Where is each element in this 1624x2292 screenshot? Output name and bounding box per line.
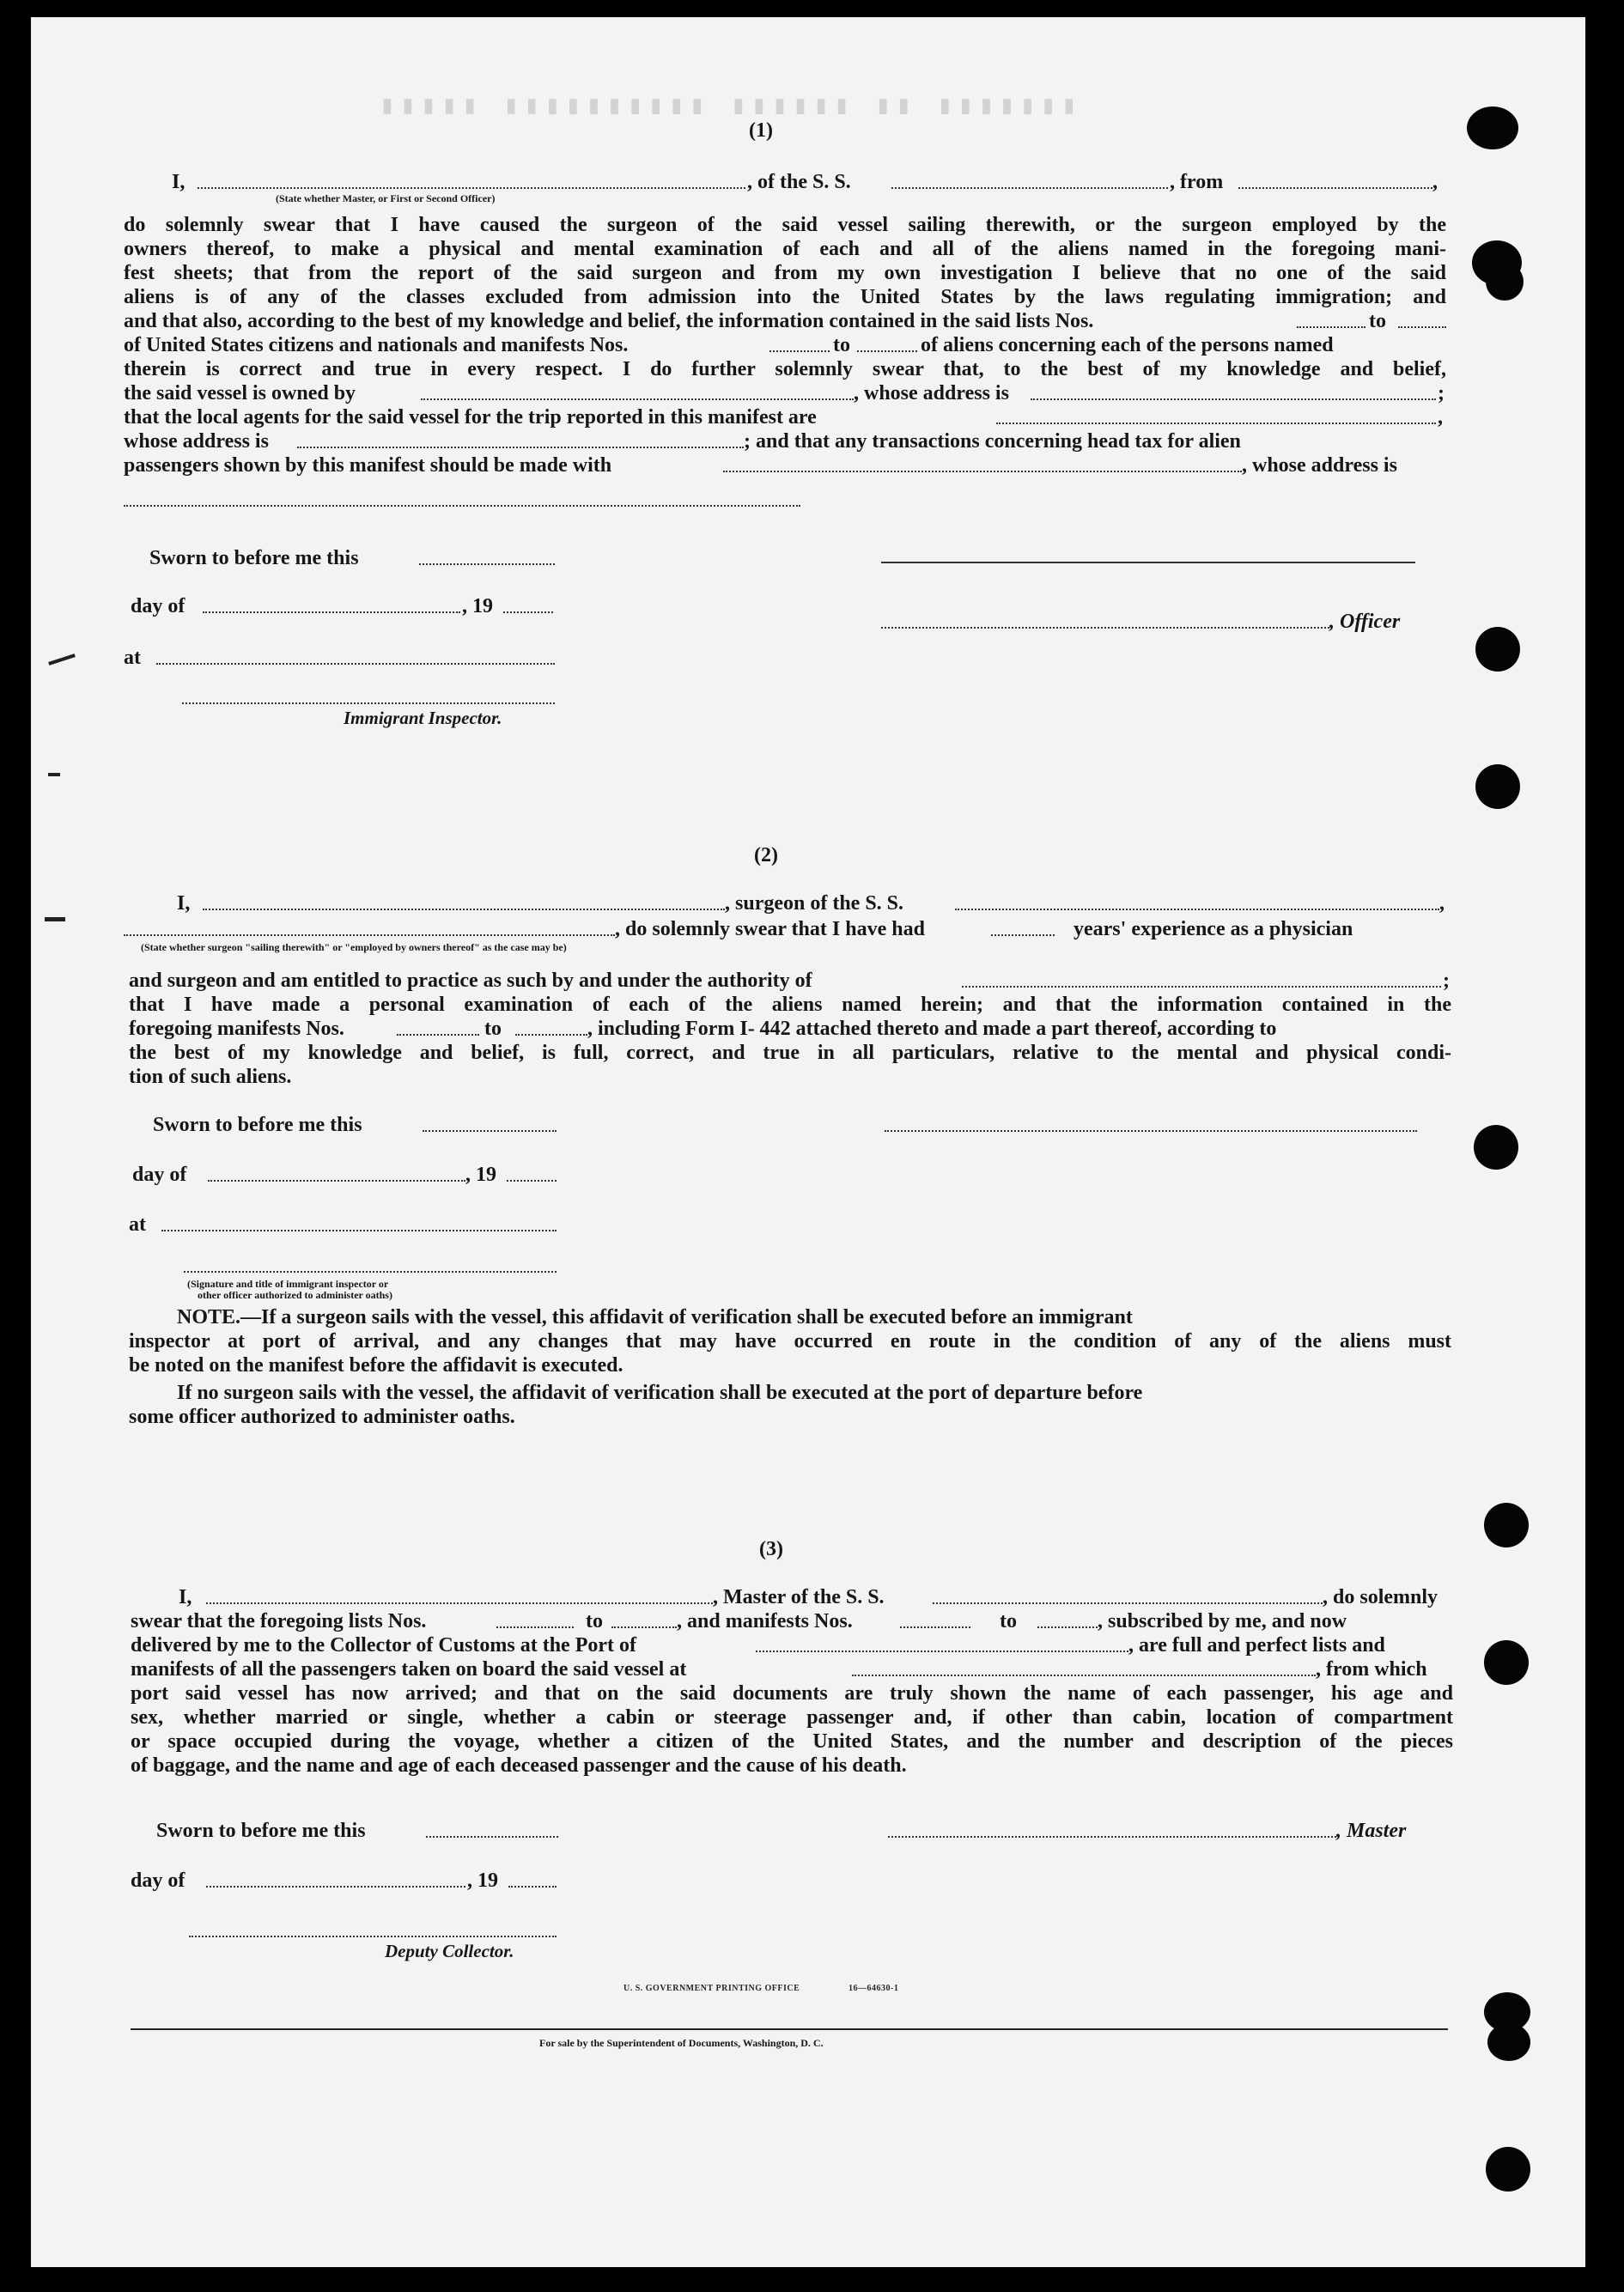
s1-vessel-name-field[interactable]: [891, 187, 1168, 189]
s1-manifests-to-field[interactable]: [857, 350, 917, 352]
s1-paragraph-line-2: owners thereof, to make a physical and mental examination of each and all of the aliens named in the foregoing mani-: [124, 238, 1446, 260]
s1-l5-text: and that also, according to the best of my knowledge and belief, the information contained in the said lists Nos.: [124, 310, 1094, 332]
s3-lists-to: to: [586, 1610, 603, 1632]
s1-day-month-field[interactable]: [203, 611, 460, 613]
s3-year-label: , 19: [467, 1869, 498, 1892]
s3-taken-on-board-label: manifests of all the passengers taken on board the said vessel at: [131, 1658, 687, 1681]
s2-swear-label: , do solemnly swear that I have had: [615, 918, 925, 940]
s2-manifests-to-field[interactable]: [515, 1034, 587, 1036]
s2-l5-tail: , including Form I- 442 attached thereto and made a part thereof, according to: [587, 1018, 1277, 1040]
s1-paragraph-line-1: do solemnly swear that I have caused the surgeon of the said vessel sailing therewith, or the surgeon employed by the: [124, 214, 1446, 236]
s1-at-label: at: [124, 647, 141, 669]
s3-subscribed-label: , subscribed by me, and now: [1098, 1610, 1347, 1632]
s2-years-field[interactable]: [991, 934, 1055, 936]
note-paragraph-line-1: [177, 1305, 1133, 1329]
s2-year-label: , 19: [465, 1164, 496, 1186]
s3-full-perfect-label: , are full and perfect lists and: [1128, 1634, 1385, 1657]
punch-hole: [1467, 106, 1518, 149]
s1-agents-field[interactable]: [996, 423, 1436, 424]
s1-l6-tail: of aliens concerning each of the persons named: [921, 334, 1334, 356]
s3-day-of-label: day of: [131, 1869, 186, 1892]
note-paragraph-line-3: be noted on the manifest before the affidavit is executed.: [129, 1354, 623, 1377]
s1-at-place-field[interactable]: [156, 663, 555, 665]
s3-do-solemnly-label: , do solemnly: [1323, 1586, 1438, 1608]
s1-l8-semicolon: ;: [1438, 382, 1445, 404]
s3-sworn-label: Sworn to before me this: [156, 1820, 366, 1842]
s1-head-tax-address-label: , whose address is: [1242, 454, 1397, 477]
margin-mark: [45, 917, 65, 921]
s3-boarding-port-field[interactable]: [852, 1675, 1316, 1676]
s1-sworn-label: Sworn to before me this: [149, 547, 359, 569]
s1-of-ss-label: , of the S. S.: [747, 171, 851, 193]
s2-line-4: that I have made a personal examination of each of the aliens named herein; and that the information contained in the: [129, 994, 1451, 1016]
s2-line-7: tion of such aliens.: [129, 1066, 292, 1088]
note-paragraph-line-4: If no surgeon sails with the vessel, the affidavit of verification shall be executed at the port of departure before: [177, 1382, 1143, 1404]
punch-hole: [1475, 627, 1520, 672]
s1-lists-to-field[interactable]: [1398, 326, 1446, 328]
s1-paragraph-line-3: fest sheets; that from the report of the said surgeon and from my own investigation I believe that no one of the said: [124, 262, 1446, 284]
s1-officer-label: , Officer: [1329, 611, 1401, 633]
s1-l5-to: to: [1369, 310, 1386, 332]
s3-line-7: or space occupied during the voyage, whether a citizen of the United States, and the number and description of the pieces: [131, 1730, 1453, 1753]
footer-rule: [131, 2028, 1448, 2030]
s3-manifests-label: , and manifests Nos.: [677, 1610, 853, 1632]
bleed-through-text: ▮▮▮▮▮▮▮ ▮▮ ▮▮▮▮▮▮ ▮▮▮▮▮▮▮▮▮▮ ▮▮▮▮▮: [374, 93, 1077, 122]
printer-imprint: U. S. GOVERNMENT PRINTING OFFICE: [623, 1984, 800, 1993]
punch-hole: [1474, 1125, 1518, 1170]
s2-manifests-label: foregoing manifests Nos.: [129, 1018, 344, 1040]
s2-vessel-name-field[interactable]: [955, 909, 1439, 910]
s1-head-tax-field[interactable]: [723, 471, 1242, 472]
sale-notice: For sale by the Superintendent of Documents, Washington, D. C.: [539, 2037, 824, 2049]
s3-master-signature-field[interactable]: [888, 1836, 1336, 1838]
s2-surgeon-note: (State whether surgeon "sailing therewith" or "employed by owners thereof" as the case may be): [141, 941, 567, 953]
s3-master-label: , Master: [1336, 1820, 1407, 1842]
s3-i-label: I,: [179, 1586, 192, 1608]
s3-port-field[interactable]: [756, 1651, 1128, 1652]
s2-l1-comma: ,: [1439, 892, 1445, 915]
s1-owner-address-label: , whose address is: [854, 382, 1009, 404]
s1-officer-title-field[interactable]: [881, 627, 1329, 629]
s1-comma: ,: [1432, 171, 1438, 193]
s3-deputy-signature-field[interactable]: [189, 1936, 557, 1937]
s2-year-field[interactable]: [507, 1180, 557, 1182]
note-label: NOTE.: [177, 1306, 241, 1328]
s2-i-label: I,: [177, 892, 191, 915]
s3-line-6: sex, whether married or single, whether a cabin or steerage passenger and, if other than cabin, location of compartment: [131, 1706, 1453, 1729]
s1-agents-label: that the local agents for the said vessel for the trip reported in this manifest are: [124, 406, 817, 429]
s2-authority-label: and surgeon and am entitled to practice as such by and under the authority of: [129, 970, 812, 992]
s1-year-label: , 19: [462, 595, 493, 617]
s1-owner-field[interactable]: [421, 398, 854, 400]
s3-lists-from-field[interactable]: [496, 1626, 574, 1628]
s1-l9-comma: ,: [1438, 406, 1443, 429]
s1-owned-by-label: the said vessel is owned by: [124, 382, 356, 404]
section-2-heading: (2): [754, 844, 778, 866]
s2-day-of-label: day of: [132, 1164, 187, 1186]
s2-sworn-label: Sworn to before me this: [153, 1114, 362, 1136]
punch-hole: [1484, 1640, 1529, 1685]
note-paragraph-line-2: inspector at port of arrival, and any changes that may have occurred en route in the condition of any of the aliens must: [129, 1330, 1451, 1353]
form-page: [31, 17, 1585, 2267]
s2-day-month-field[interactable]: [208, 1180, 465, 1182]
punch-hole: [1475, 764, 1520, 809]
s2-at-label: at: [129, 1213, 146, 1236]
s3-deputy-label: Deputy Collector.: [385, 1941, 514, 1961]
s1-owner-address-field[interactable]: [1031, 398, 1436, 400]
s1-inspector-label: Immigrant Inspector.: [344, 708, 502, 728]
s1-officer-note: (State whether Master, or First or Second Officer): [276, 192, 496, 204]
s2-l5-to: to: [484, 1018, 502, 1040]
s2-sworn-date-field[interactable]: [423, 1130, 557, 1132]
note-text-1: —If a surgeon sails with the vessel, this affidavit of verification shall be executed before an immigrant: [240, 1306, 1133, 1328]
s3-manifests-to: to: [1000, 1610, 1017, 1632]
s1-paragraph-line-4: aliens is of any of the classes excluded from admission into the United States by the laws regulating immigration; and: [124, 286, 1446, 308]
s3-master-name-field[interactable]: [206, 1602, 713, 1604]
punch-hole: [1484, 1503, 1529, 1547]
s3-line-5: port said vessel has now arrived; and that on the said documents are truly shown the name of each passenger, his age and: [131, 1682, 1453, 1705]
s3-from-which-label: , from which: [1316, 1658, 1427, 1681]
s1-paragraph-line-7: therein is correct and true in every respect. I do further solemnly swear that, to the best of my knowledge and belief,: [124, 358, 1446, 380]
s2-l3-semicolon: ;: [1443, 970, 1450, 992]
note-paragraph-line-5: some officer authorized to administer oaths.: [129, 1406, 515, 1428]
punch-hole: [1487, 2023, 1530, 2061]
s1-year-field[interactable]: [503, 611, 553, 613]
punch-hole: [1486, 263, 1524, 301]
s3-manifests-to-field[interactable]: [1037, 1626, 1098, 1628]
s2-line-6: the best of my knowledge and belief, is full, correct, and true in all particulars, relative to the mental and physical condi-: [129, 1042, 1451, 1064]
margin-mark: [48, 654, 76, 666]
s2-inspector-signature-field[interactable]: [184, 1271, 557, 1273]
margin-mark: [48, 773, 60, 776]
s3-lists-to-field[interactable]: [611, 1626, 677, 1628]
s1-officer-signature-line[interactable]: [881, 562, 1415, 563]
s1-from-port-field[interactable]: [1238, 187, 1432, 189]
s3-vessel-name-field[interactable]: [933, 1602, 1323, 1604]
s3-master-of-ss-label: , Master of the S. S.: [713, 1586, 885, 1608]
s1-manifests-from-field[interactable]: [769, 350, 830, 352]
s1-agents-address-label: whose address is: [124, 430, 269, 453]
s3-day-month-field[interactable]: [206, 1886, 465, 1888]
s1-i-label: I,: [172, 171, 186, 193]
s2-authority-field[interactable]: [962, 986, 1441, 988]
s1-from-label: , from: [1170, 171, 1224, 193]
s2-signature-note-1: (Signature and title of immigrant inspector or: [187, 1278, 389, 1290]
punch-hole: [1486, 2147, 1530, 2192]
s1-officer-name-field[interactable]: [198, 187, 745, 189]
s1-lists-from-field[interactable]: [1297, 326, 1365, 328]
s2-surgeon-name-field[interactable]: [203, 909, 725, 910]
s2-surgeon-signature-field[interactable]: [885, 1130, 1417, 1132]
s2-at-place-field[interactable]: [161, 1230, 557, 1231]
s1-inspector-signature-field[interactable]: [182, 702, 555, 704]
s3-manifests-from-field[interactable]: [900, 1626, 970, 1628]
s1-head-tax-address-field[interactable]: [124, 505, 800, 507]
s3-year-field[interactable]: [508, 1886, 557, 1888]
s1-agents-address-field[interactable]: [297, 447, 744, 448]
section-1-heading: (1): [749, 119, 773, 142]
s1-head-tax-label: passengers shown by this manifest should be made with: [124, 454, 612, 477]
s1-l6-text: of United States citizens and nationals and manifests Nos.: [124, 334, 629, 356]
s2-years-label: years' experience as a physician: [1074, 918, 1353, 940]
s2-signature-note-2: other officer authorized to administer oaths): [198, 1289, 392, 1301]
s3-sworn-date-field[interactable]: [426, 1836, 558, 1838]
section-3-heading: (3): [759, 1538, 783, 1560]
s2-manifests-from-field[interactable]: [397, 1034, 479, 1036]
s1-day-of-label: day of: [131, 595, 186, 617]
form-code: 16—64630-1: [848, 1984, 899, 1993]
s2-surgeon-status-field[interactable]: [124, 934, 615, 936]
s2-surgeon-of-ss-label: , surgeon of the S. S.: [725, 892, 904, 915]
s1-l10-tail: ; and that any transactions concerning head tax for alien: [744, 430, 1241, 453]
s1-sworn-date-field[interactable]: [419, 563, 555, 565]
s3-lists-label: swear that the foregoing lists Nos.: [131, 1610, 427, 1632]
s3-delivered-label: delivered by me to the Collector of Customs at the Port of: [131, 1634, 636, 1657]
s3-line-8: of baggage, and the name and age of each deceased passenger and the cause of his death.: [131, 1754, 907, 1777]
s1-l6-to: to: [833, 334, 850, 356]
